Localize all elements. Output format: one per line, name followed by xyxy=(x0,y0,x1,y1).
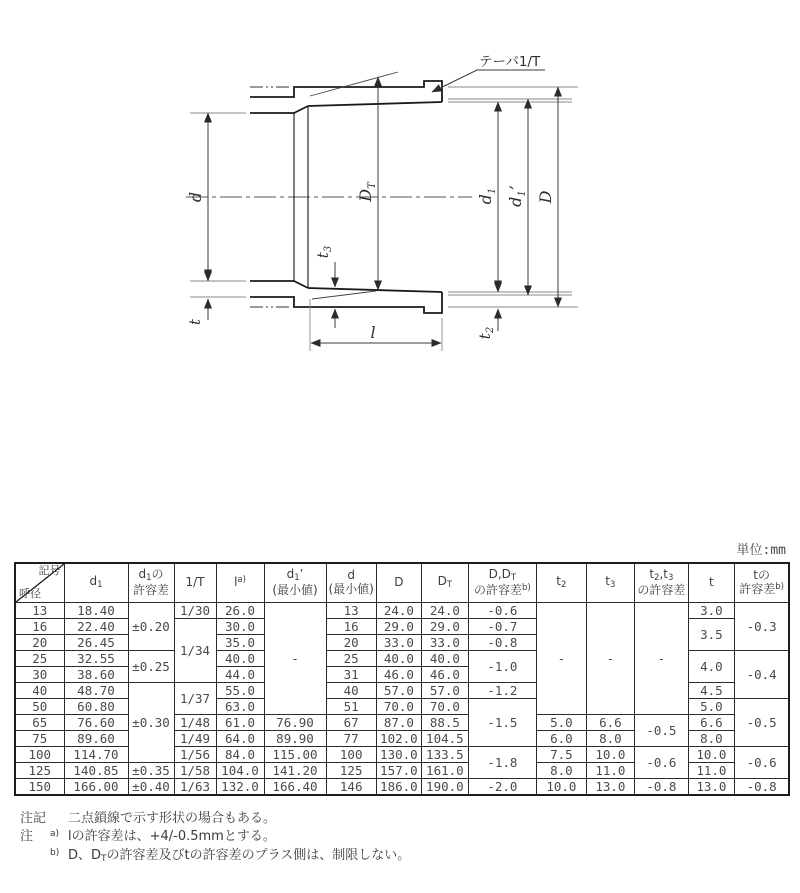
cell: 75 xyxy=(15,731,64,747)
note-text: lの許容差は、+4/-0.5mmとする。 xyxy=(68,829,276,845)
table-row xyxy=(15,603,789,619)
corner-kigo: 記号 xyxy=(38,564,61,577)
cell: 84.0 xyxy=(216,747,264,763)
cell: 132.0 xyxy=(216,779,264,796)
dimension-labels xyxy=(186,54,555,342)
cell: 30.0 xyxy=(216,619,264,635)
cell: 146 xyxy=(326,779,376,796)
cell: 4.5 xyxy=(688,683,734,699)
table-row xyxy=(15,779,789,796)
cell: 30 xyxy=(15,667,64,683)
cell: - xyxy=(536,603,586,715)
cell: 5.0 xyxy=(536,715,586,731)
cell: 140.85 xyxy=(64,763,128,779)
col-header: D xyxy=(376,563,421,603)
cell: 40 xyxy=(15,683,64,699)
cell: -1.8 xyxy=(468,747,536,779)
cell: 87.0 xyxy=(376,715,421,731)
cell: 16 xyxy=(326,619,376,635)
cell: 40.0 xyxy=(216,651,264,667)
cell: 76.90 xyxy=(264,715,326,731)
unit-label: 単位:mm xyxy=(736,543,786,558)
d1-prime-label: $d_1$’ xyxy=(506,185,528,207)
cell: 100 xyxy=(326,747,376,763)
cell: 40.0 xyxy=(421,651,468,667)
cell: 114.70 xyxy=(64,747,128,763)
cell: 133.5 xyxy=(421,747,468,763)
corner-kokei: 呼径 xyxy=(19,587,41,601)
cell: 57.0 xyxy=(376,683,421,699)
extension-lines xyxy=(190,87,578,351)
d-label: d xyxy=(186,191,205,203)
cell: 6.6 xyxy=(688,715,734,731)
cell: 76.60 xyxy=(64,715,128,731)
cell: 11.0 xyxy=(688,763,734,779)
cell: -0.3 xyxy=(734,603,789,651)
cell: -0.7 xyxy=(468,619,536,635)
col-header: t xyxy=(688,563,734,603)
cell: -1.2 xyxy=(468,683,536,699)
cell: 46.0 xyxy=(421,667,468,683)
cell: ±0.20 xyxy=(128,603,174,651)
cell: 11.0 xyxy=(586,763,634,779)
cell: 24.0 xyxy=(421,603,468,619)
cell: 18.40 xyxy=(64,603,128,619)
cell: 100 xyxy=(15,747,64,763)
cell: 1/58 xyxy=(174,763,216,779)
cell: -0.6 xyxy=(468,603,536,619)
cell: ±0.25 xyxy=(128,651,174,683)
cell: -0.4 xyxy=(734,651,789,699)
cell: 3.0 xyxy=(688,603,734,619)
cell: 125 xyxy=(15,763,64,779)
cell: 104.5 xyxy=(421,731,468,747)
taper-leader xyxy=(432,70,545,92)
cell: 161.0 xyxy=(421,763,468,779)
cell: 32.55 xyxy=(64,651,128,667)
cell: 89.90 xyxy=(264,731,326,747)
cell: ±0.30 xyxy=(128,683,174,763)
cell: 8.0 xyxy=(586,731,634,747)
cell: ±0.35 xyxy=(128,763,174,779)
cell: 25 xyxy=(326,651,376,667)
note-prefix: 注記 xyxy=(20,811,47,826)
col-header: $l^{a)}$ xyxy=(216,563,264,603)
cell: -0.8 xyxy=(468,635,536,651)
cell: 33.0 xyxy=(376,635,421,651)
cell: 1/34 xyxy=(174,619,216,683)
col-header: d (最小値) xyxy=(326,563,376,603)
cell: 31 xyxy=(326,667,376,683)
cell: 1/56 xyxy=(174,747,216,763)
DT-label: $D_T$ xyxy=(356,182,378,202)
taper-label: テーパ1/T xyxy=(479,54,541,70)
cell: 4.0 xyxy=(688,651,734,683)
cell: 57.0 xyxy=(421,683,468,699)
cell: 1/49 xyxy=(174,731,216,747)
cell: 29.0 xyxy=(376,619,421,635)
cell: 70.0 xyxy=(421,699,468,715)
part-outline xyxy=(250,81,442,313)
col-header: $t_2,t_3$ の許容差 xyxy=(634,563,688,603)
cell: 190.0 xyxy=(421,779,468,796)
cell: 89.60 xyxy=(64,731,128,747)
cell: 13.0 xyxy=(688,779,734,796)
col-header: $d_1$’ (最小値) xyxy=(264,563,326,603)
cell: 40.0 xyxy=(376,651,421,667)
cell: 3.5 xyxy=(688,619,734,651)
note-prefix: 注 xyxy=(20,829,34,845)
cell: 88.5 xyxy=(421,715,468,731)
cell: 13 xyxy=(15,603,64,619)
cell: 48.70 xyxy=(64,683,128,699)
col-header: $t_2$ xyxy=(536,563,586,603)
cell: 26.45 xyxy=(64,635,128,651)
cell: 64.0 xyxy=(216,731,264,747)
cell: 104.0 xyxy=(216,763,264,779)
cell: - xyxy=(586,603,634,715)
cell: 65 xyxy=(15,715,64,731)
dimension-table xyxy=(14,562,790,796)
note-line xyxy=(20,847,410,866)
col-header: $d_1$の 許容差 xyxy=(128,563,174,603)
cell: 50 xyxy=(15,699,64,715)
cell: 70.0 xyxy=(376,699,421,715)
cell: -1.0 xyxy=(468,651,536,683)
col-header: $t_3$ xyxy=(586,563,634,603)
header-row xyxy=(15,563,789,603)
cell: 1/63 xyxy=(174,779,216,796)
cell: 1/30 xyxy=(174,603,216,619)
cell: 16 xyxy=(15,619,64,635)
cell: 8.0 xyxy=(688,731,734,747)
cell: 22.40 xyxy=(64,619,128,635)
cell: 46.0 xyxy=(376,667,421,683)
notes xyxy=(20,810,410,866)
cell: 157.0 xyxy=(376,763,421,779)
cell: 6.6 xyxy=(586,715,634,731)
cell: 20 xyxy=(326,635,376,651)
cell: 60.80 xyxy=(64,699,128,715)
d1-label: $d_1$ xyxy=(476,187,498,205)
cell: 7.5 xyxy=(536,747,586,763)
cell: 1/37 xyxy=(174,683,216,715)
cell: 141.20 xyxy=(264,763,326,779)
cell: -1.5 xyxy=(468,699,536,747)
note-line xyxy=(20,828,410,846)
cell: -0.5 xyxy=(634,715,688,747)
cell: 29.0 xyxy=(421,619,468,635)
note-superscript: b) xyxy=(50,847,60,858)
cell: 166.40 xyxy=(264,779,326,796)
cell: 63.0 xyxy=(216,699,264,715)
cell: 51 xyxy=(326,699,376,715)
l-label: l xyxy=(370,323,376,342)
cell: - xyxy=(264,603,326,715)
cell: 10.0 xyxy=(586,747,634,763)
note-text: D、$D_T$の許容差及びtの許容差のプラス側は、制限しない。 xyxy=(68,847,411,864)
cell: 55.0 xyxy=(216,683,264,699)
cell: ±0.40 xyxy=(128,779,174,796)
cell: -0.8 xyxy=(634,779,688,796)
cell: 38.60 xyxy=(64,667,128,683)
cell: -2.0 xyxy=(468,779,536,796)
cell: 10.0 xyxy=(688,747,734,763)
cell: 20 xyxy=(15,635,64,651)
cell: 115.00 xyxy=(264,747,326,763)
col-header: 1/T xyxy=(174,563,216,603)
cell: 25 xyxy=(15,651,64,667)
cell: -0.6 xyxy=(634,747,688,779)
corner-header xyxy=(15,563,64,603)
cell: 102.0 xyxy=(376,731,421,747)
cell: 1/48 xyxy=(174,715,216,731)
cell: 125 xyxy=(326,763,376,779)
D-label: D xyxy=(536,190,555,204)
note-line xyxy=(20,810,410,828)
note-text: 二点鎖線で示す形状の場合もある。 xyxy=(68,811,277,826)
cell: -0.5 xyxy=(734,699,789,747)
cell: 10.0 xyxy=(536,779,586,796)
cell: -0.6 xyxy=(734,747,789,779)
cell: 186.0 xyxy=(376,779,421,796)
cell: 5.0 xyxy=(688,699,734,715)
cell: 24.0 xyxy=(376,603,421,619)
t2-label: $t_2$ xyxy=(476,326,496,340)
cell: 13 xyxy=(326,603,376,619)
cell: 40 xyxy=(326,683,376,699)
col-header: tの 許容差$^{b)}$ xyxy=(734,563,789,603)
t-label: t xyxy=(186,318,204,326)
t3-label: $t_3$ xyxy=(314,245,334,259)
cell: 33.0 xyxy=(421,635,468,651)
cell: -0.8 xyxy=(734,779,789,796)
col-header: $D_T$ xyxy=(421,563,468,603)
cell: 8.0 xyxy=(536,763,586,779)
cell: 77 xyxy=(326,731,376,747)
cell: 67 xyxy=(326,715,376,731)
cell: 61.0 xyxy=(216,715,264,731)
cell: 35.0 xyxy=(216,635,264,651)
cell: 26.0 xyxy=(216,603,264,619)
col-header: $d_1$ xyxy=(64,563,128,603)
cell: 6.0 xyxy=(536,731,586,747)
cell: 44.0 xyxy=(216,667,264,683)
col-header: $D,D_T$ の許容差$^{b)}$ xyxy=(468,563,536,603)
note-superscript: a) xyxy=(50,829,60,840)
cell: 13.0 xyxy=(586,779,634,796)
cell: 130.0 xyxy=(376,747,421,763)
cell: 150 xyxy=(15,779,64,796)
cell: 166.00 xyxy=(64,779,128,796)
cell: - xyxy=(634,603,688,715)
